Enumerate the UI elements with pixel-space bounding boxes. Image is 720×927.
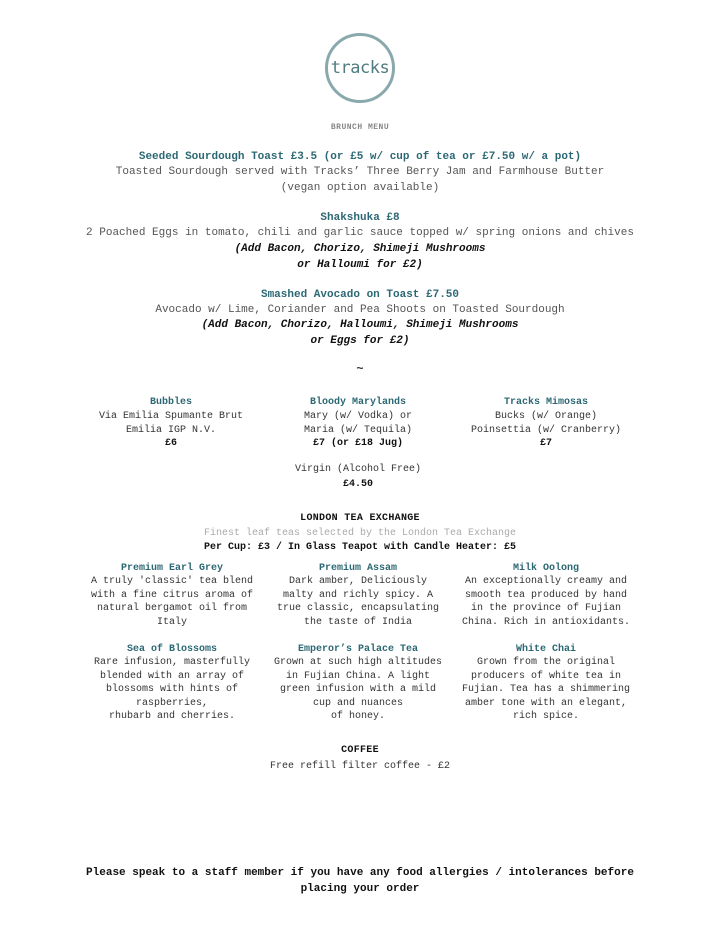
allergy-notice: Please speak to a staff member if you have any food allergies / intolerances before placing your order [86,867,634,895]
tea-title: Emperor’s Palace Tea [297,644,419,655]
drink-desc: Bucks (w/ Orange) Poinsettia (w/ Cranberry) [470,411,622,436]
tea-desc: Grown from the original producers of white tea in Fujian. Tea has a shimmering amber tone with an elegant, rich spice. [461,657,631,722]
drink-title: Bloody Marylands [309,397,406,408]
virgin-price: £4.50 [342,478,373,490]
brunch-item-desc: 2 Poached Eggs in tomato, chili and garlic sauce topped w/ spring onions and chives [86,227,634,239]
tea-title: Premium Assam [318,563,397,574]
tea-pricing: Per Cup: £3 / In Glass Teapot with Candle Heater: £5 [203,542,517,553]
tea-subheading: Finest leaf teas selected by the London Tea Exchange [203,528,517,539]
brunch-item-title: Smashed Avocado on Toast £7.50 [260,289,460,301]
drink-tracks-mimosas [451,396,641,451]
drink-virgin [263,463,453,491]
section-divider: ~ [356,362,364,376]
tea-item-earl-grey [82,562,262,629]
brunch-item-title: Shakshuka £8 [320,212,400,224]
drink-title: Bubbles [149,397,192,408]
tea-desc: A truly 'classic' tea blend with a fine citrus aroma of natural bergamot oil from Italy [90,576,254,628]
tea-desc: Grown at such high altitudes in Fujian China. A light green infusion with a mild cup and nuances of honey. [273,657,443,722]
virgin-label: Virgin (Alcohol Free) [294,464,422,475]
tea-item-white-chai [456,643,636,724]
tea-heading: LONDON TEA EXCHANGE [300,513,420,524]
brunch-item-desc: Avocado w/ Lime, Coriander and Pea Shoots on Toasted Sourdough [155,304,565,316]
tea-item-emperors-palace [268,643,448,724]
menu-label: BRUNCH MENU [330,123,390,132]
tracks-logo [325,33,395,103]
coffee-heading: COFFEE [341,745,379,756]
drink-desc: Mary (w/ Vodka) or Maria (w/ Tequila) [303,411,413,436]
tea-item-sea-of-blossoms [82,643,262,724]
tea-desc: Dark amber, Deliciously malty and richly spicy. A true classic, encapsulating the taste of India [276,576,440,628]
brunch-item-addon: (Add Bacon, Chorizo, Halloumi, Shimeji Mushrooms or Eggs for £2) [201,319,519,347]
tea-title: White Chai [515,644,576,655]
drink-price: £7 (or £18 Jug) [312,438,403,449]
tea-title: Sea of Blossoms [126,644,217,655]
tea-title: Milk Oolong [512,563,579,574]
logo-text: tracks [330,58,390,78]
brunch-item-desc: Toasted Sourdough served with Tracks’ Three Berry Jam and Farmhouse Butter (vegan option available) [115,166,605,194]
drink-bubbles [76,396,266,451]
drink-price: £7 [539,438,552,449]
brunch-item-title: Seeded Sourdough Toast £3.5 (or £5 w/ cup of tea or £7.50 w/ a pot) [138,151,582,163]
tea-title: Premium Earl Grey [120,563,224,574]
drink-bloody-marylands [263,396,453,451]
tea-item-assam [268,562,448,629]
tea-desc: Rare infusion, masterfully blended with an array of blossoms with hints of raspberries, rhubarb and cherries. [93,657,251,722]
tea-desc: An exceptionally creamy and smooth tea produced by hand in the province of Fujian China. Rich in antioxidants. [461,576,631,628]
brunch-item-addon: (Add Bacon, Chorizo, Shimeji Mushrooms or Halloumi for £2) [234,243,486,271]
coffee-desc: Free refill filter coffee - £2 [269,761,451,772]
tea-item-milk-oolong [456,562,636,629]
drink-title: Tracks Mimosas [503,397,588,408]
drink-price: £6 [164,438,177,449]
drink-desc: Via Emilia Spumante Brut Emilia IGP N.V. [98,411,244,436]
